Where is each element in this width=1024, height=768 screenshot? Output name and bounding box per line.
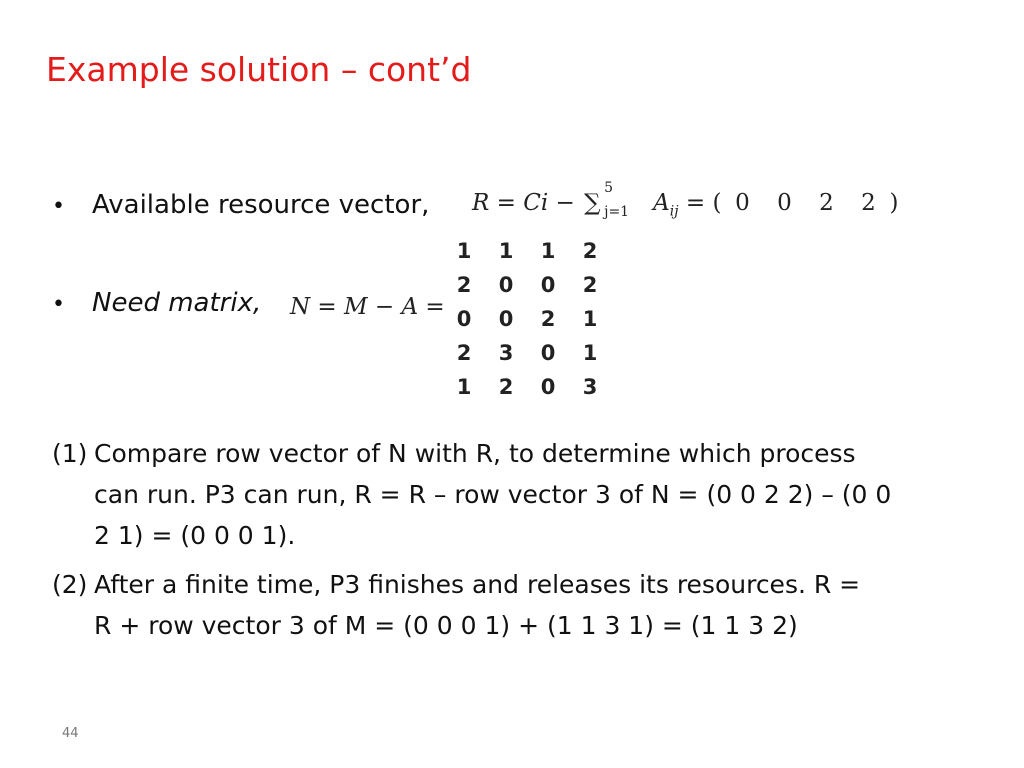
slide-title: Example solution – cont’d <box>46 50 472 89</box>
need-matrix <box>443 234 611 404</box>
matrix-row: 1 2 0 3 <box>456 375 598 399</box>
step-1: (1) Compare row vector of N with R, to determine which process can run. P3 can run, R = R – row vector 3 of N = (0 0 2 2) – (0 0 2 1) = (0 0 0 1). <box>52 433 952 556</box>
bullet-need <box>52 288 261 318</box>
page-number: 44 <box>62 726 79 741</box>
bullet-need-text: Need matrix, <box>92 288 262 318</box>
step-2: (2) After a finite time, P3 finishes and releases its resources. R = R + row vector 3 of M = (0 0 0 1) + (1 1 3 1) = (1 1 3 2) <box>52 564 952 646</box>
matrix-row: 2 3 0 1 <box>456 341 598 365</box>
matrix-row: 0 0 2 1 <box>456 307 598 331</box>
step-number: (1) <box>52 439 88 468</box>
matrix-row: 1 1 1 2 <box>456 239 598 263</box>
formula-r: R = Ci − ∑ 5 j=1 $A_{ij}$ = ( 0 0 2 2 ) <box>472 180 899 220</box>
step-number: (2) <box>52 570 88 599</box>
summation-symbol: ∑ 5 j=1 <box>584 180 630 220</box>
bullet-icon: • <box>52 194 65 219</box>
bullet-available <box>52 190 429 220</box>
bullet-available-text: Available resource vector, <box>92 190 430 220</box>
formula-n: N = M − A = <box>290 294 445 320</box>
bullet-icon: • <box>52 292 65 317</box>
resource-vector: 0 0 2 2 <box>735 190 876 216</box>
matrix-row: 2 0 0 2 <box>456 273 598 297</box>
